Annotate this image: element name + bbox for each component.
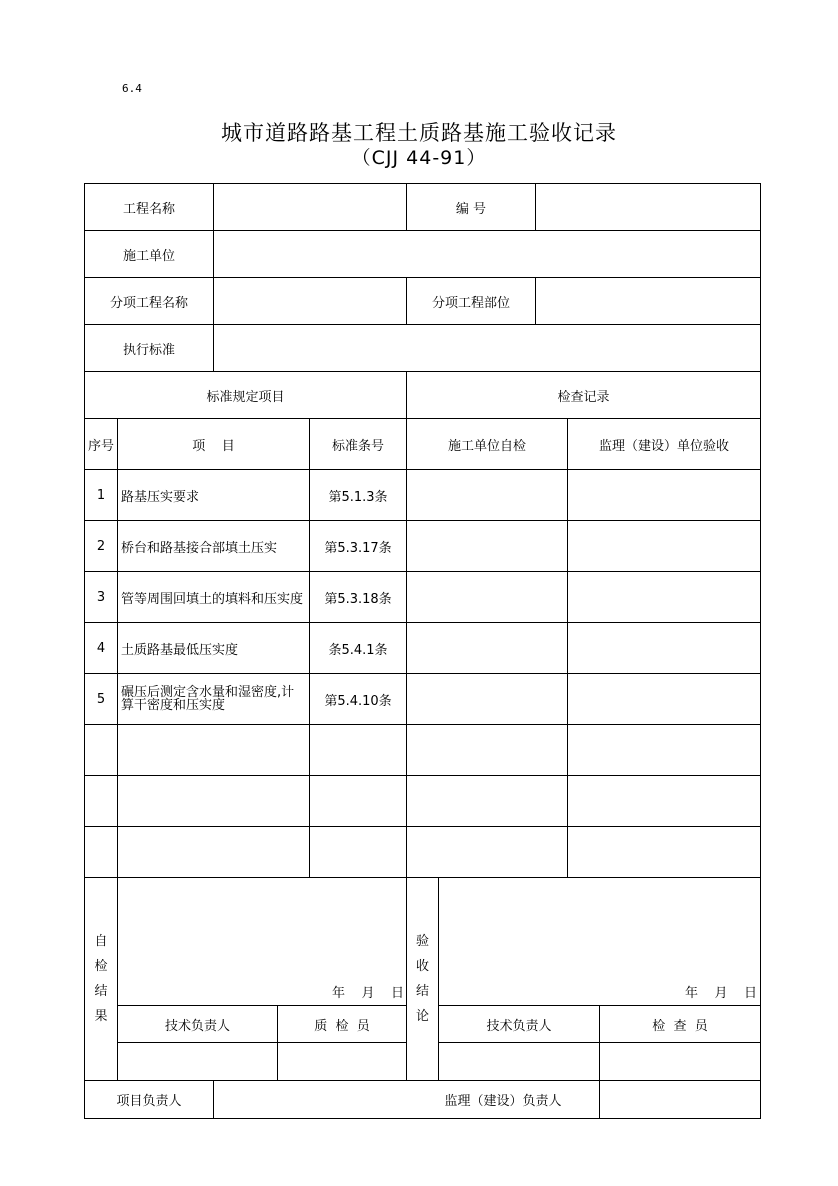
row-clause: 第5.1.3条 bbox=[328, 489, 388, 505]
col-clause-header: 标准条号 bbox=[331, 438, 384, 454]
self-inspector-signature[interactable] bbox=[278, 1043, 406, 1080]
col-supervision-header: 监理（建设）单位验收 bbox=[598, 438, 729, 454]
row-clause: 第5.4.10条 bbox=[324, 693, 392, 709]
row-item: 管等周围回填土的填料和压实度 bbox=[121, 591, 304, 607]
acceptance-date: 年 月 日 bbox=[684, 985, 757, 1001]
standard-label: 执行标准 bbox=[122, 342, 175, 358]
sub-project-name-field[interactable] bbox=[214, 278, 406, 324]
row-self-check-cell[interactable] bbox=[407, 674, 567, 724]
row-seq: 1 bbox=[96, 487, 106, 503]
construction-unit-field[interactable] bbox=[214, 231, 760, 277]
row-supervision-cell[interactable] bbox=[568, 470, 760, 520]
row-clause: 第5.3.17条 bbox=[324, 540, 392, 556]
standard-items-header: 标准规定项目 bbox=[206, 389, 285, 405]
acceptance-checker-signature[interactable] bbox=[600, 1043, 760, 1080]
acceptance-checker-label: 检 查 员 bbox=[652, 1018, 708, 1034]
row-supervision-cell[interactable] bbox=[568, 521, 760, 571]
document-title: 城市道路路基工程土质路基施工验收记录 bbox=[221, 121, 617, 145]
project-name-label: 工程名称 bbox=[122, 201, 175, 217]
project-name-field[interactable] bbox=[214, 184, 406, 230]
acceptance-tech-lead-signature[interactable] bbox=[439, 1043, 599, 1080]
supervisor-label: 监理（建设）负责人 bbox=[444, 1094, 562, 1109]
project-manager-label: 项目负责人 bbox=[116, 1094, 182, 1109]
acceptance-tech-lead-label: 技术负责人 bbox=[486, 1018, 552, 1034]
table-line bbox=[84, 724, 760, 725]
self-check-date: 年 月 日 bbox=[331, 985, 404, 1001]
table-line bbox=[84, 1118, 760, 1119]
number-label: 编 号 bbox=[455, 201, 487, 217]
project-manager-field[interactable] bbox=[214, 1081, 406, 1118]
number-field[interactable] bbox=[536, 184, 760, 230]
row-seq: 4 bbox=[96, 640, 106, 656]
row-self-check-cell[interactable] bbox=[407, 623, 567, 673]
row-item: 土质路基最低压实度 bbox=[121, 642, 239, 658]
construction-unit-label: 施工单位 bbox=[122, 248, 175, 264]
row-item: 路基压实要求 bbox=[121, 489, 200, 505]
sub-project-part-field[interactable] bbox=[536, 278, 760, 324]
section-number: 6.4 bbox=[122, 82, 142, 95]
row-seq: 2 bbox=[96, 538, 106, 554]
col-item-header: 项 目 bbox=[192, 438, 235, 454]
table-line bbox=[760, 183, 761, 1119]
supervisor-field[interactable] bbox=[600, 1081, 760, 1118]
standard-field[interactable] bbox=[214, 325, 760, 371]
col-self-check-header: 施工单位自检 bbox=[447, 438, 526, 454]
row-clause: 第5.3.18条 bbox=[324, 591, 392, 607]
self-tech-lead-signature[interactable] bbox=[118, 1043, 277, 1080]
table-line bbox=[84, 775, 760, 776]
row-item: 碾压后测定含水量和湿密度,计算干密度和压实度 bbox=[121, 685, 295, 713]
document-subtitle: （CJJ 44-91） bbox=[351, 147, 487, 169]
acceptance-conclusion-field[interactable] bbox=[439, 878, 760, 978]
self-check-result-field[interactable] bbox=[118, 878, 406, 978]
row-self-check-cell[interactable] bbox=[407, 572, 567, 622]
self-inspector-label: 质 检 员 bbox=[314, 1018, 370, 1034]
row-self-check-cell[interactable] bbox=[407, 521, 567, 571]
row-self-check-cell[interactable] bbox=[407, 470, 567, 520]
row-clause: 条5.4.1条 bbox=[328, 642, 388, 658]
row-supervision-cell[interactable] bbox=[568, 674, 760, 724]
self-tech-lead-label: 技术负责人 bbox=[164, 1018, 230, 1034]
inspection-record-header: 检查记录 bbox=[557, 389, 610, 405]
sub-project-name-label: 分项工程名称 bbox=[109, 295, 188, 311]
row-supervision-cell[interactable] bbox=[568, 572, 760, 622]
row-seq: 5 bbox=[96, 691, 106, 707]
acceptance-conclusion-label: 验 收 结 论 bbox=[415, 934, 429, 1024]
self-check-result-label: 自 检 结 果 bbox=[94, 934, 108, 1024]
table-line bbox=[84, 826, 760, 827]
row-seq: 3 bbox=[96, 589, 106, 605]
col-seq-header: 序号 bbox=[87, 438, 114, 454]
row-item: 桥台和路基接合部填土压实 bbox=[121, 540, 278, 556]
sub-project-part-label: 分项工程部位 bbox=[431, 295, 510, 311]
row-supervision-cell[interactable] bbox=[568, 623, 760, 673]
